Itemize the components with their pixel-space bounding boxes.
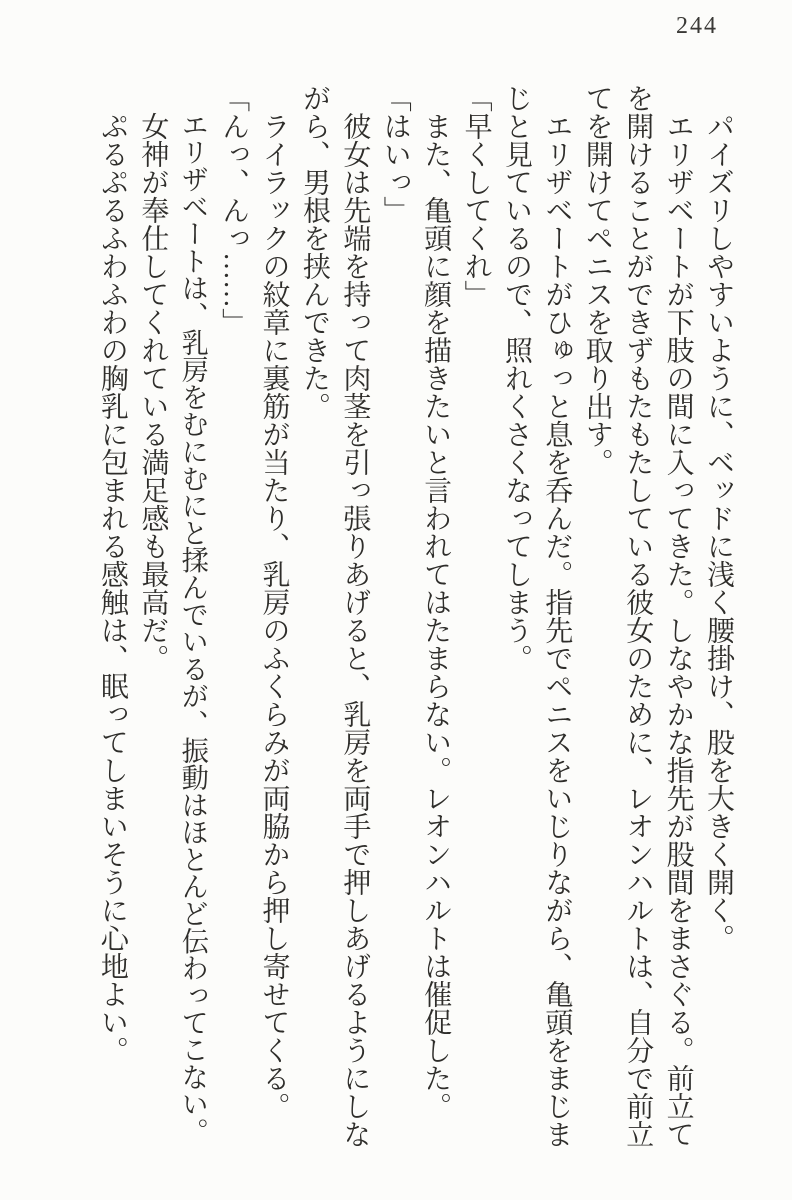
body-text	[90, 84, 738, 1152]
paragraph: ぷるぷるふわふわの胸乳に包まれる感触は、眠ってしまいそうに心地よい。	[96, 112, 128, 1064]
paragraph: また、亀頭に顔を描きたいと言われてはたまらない。レオンハルトは催促した。	[420, 112, 452, 1120]
paragraph: パイズリしやすいように、ベッドに浅く腰掛け、股を大きく開く。	[703, 112, 734, 952]
paragraph: エリザベートがひゅっと息を呑んだ。指先でペニスをいじりながら、亀頭をまじまじと見ているので、照れくさくなってしまう。	[500, 84, 573, 1148]
paragraph: 女神が奉仕してくれている満足感も最高だ。	[137, 112, 169, 672]
paragraph-dialogue: 「早くしてくれ」	[460, 84, 492, 308]
paragraph: エリザベートが下肢の間に入ってきた。しなやかな指先が股間をまさぐる。前立てを開けることができずもたもたしている彼女のために、レオンハルトは、自分で前立てを開けてペニスを取り出す。	[581, 84, 694, 1148]
page-number: 244	[676, 13, 718, 39]
paragraph: ライラックの紋章に裏筋が当たり、乳房のふくらみが両脇から押し寄せてくる。	[258, 112, 290, 1120]
paragraph-dialogue: 「んっ、んっ……」	[218, 84, 250, 336]
paragraph-dialogue: 「はいっ」	[379, 84, 411, 224]
paragraph: 彼女は先端を持って肉茎を引っ張りあげると、乳房を両手で押しあげるようにしながら、男根を挟んできた。	[298, 84, 371, 1148]
paragraph: エリザベートは、乳房をむにむにと揉んでいるが、振動はほとんど伝わってこない。	[177, 111, 208, 1145]
